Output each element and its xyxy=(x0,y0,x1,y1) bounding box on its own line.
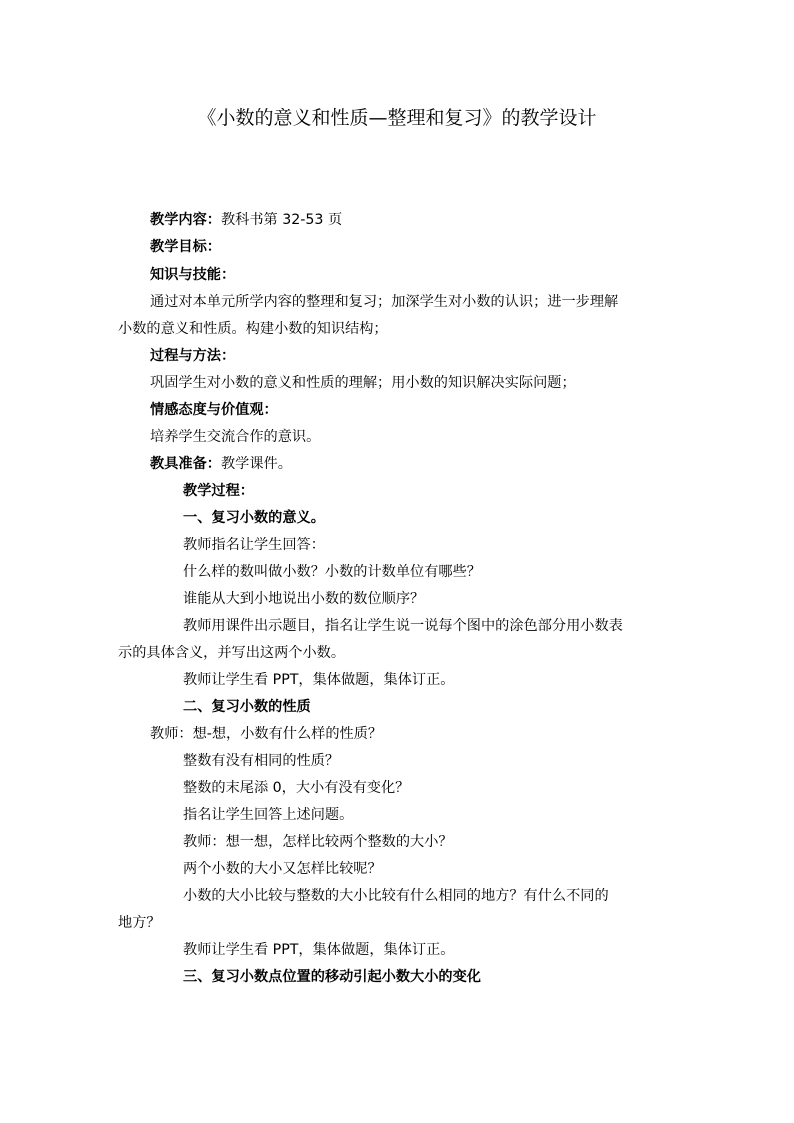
paragraph-line: 谁能从大到小地说出小数的数位顺序？ xyxy=(183,591,425,607)
prep-line xyxy=(150,455,292,473)
procedure-heading: 教学过程： xyxy=(183,483,254,499)
paragraph-line: 教师：想一想，怎样比较两个整数的大小？ xyxy=(183,834,453,850)
knowledge-heading: 知识与技能： xyxy=(150,267,236,283)
document-title: 《小数的意义和性质—整理和复习》的教学设计 xyxy=(197,107,597,129)
section-heading: 二、复习小数的性质 xyxy=(183,699,311,715)
attitude-text: 培养学生交流合作的意识。 xyxy=(150,429,321,445)
prep-value: 教学课件。 xyxy=(220,456,292,472)
goal-heading: 教学目标： xyxy=(150,239,221,255)
section-heading: 一、复习小数的意义。 xyxy=(183,510,325,526)
paragraph-line: 示的具体含义，并写出这两个小数。 xyxy=(118,645,346,661)
process-text: 巩固学生对小数的意义和性质的理解；用小数的知识解决实际问题； xyxy=(150,375,576,391)
process-heading: 过程与方法： xyxy=(150,348,236,364)
paragraph-line: 教师用课件出示题目，指名让学生说一说每个图中的涂色部分用小数表 xyxy=(183,618,623,634)
paragraph-line: 教师指名让学生回答： xyxy=(183,537,325,553)
paragraph-line: 小数的大小比较与整数的大小比较有什么相同的地方？有什么不同的 xyxy=(183,888,609,904)
paragraph-line: 什么样的数叫做小数？小数的计数单位有哪些？ xyxy=(183,564,481,580)
knowledge-text-line: 小数的意义和性质。构建小数的知识结构； xyxy=(118,321,388,337)
paragraph-line: 整数有没有相同的性质？ xyxy=(183,753,340,769)
paragraph-line: 地方？ xyxy=(118,915,161,931)
paragraph-line: 教师让学生看 PPT，集体做题，集体订正。 xyxy=(183,672,455,688)
prep-label: 教具准备： xyxy=(150,456,221,472)
paragraph-line: 教师让学生看 PPT，集体做题，集体订正。 xyxy=(183,942,455,958)
content-value: 教科书第 32-53 页 xyxy=(220,212,343,228)
section-heading: 三、复习小数点位置的移动引起小数大小的变化 xyxy=(183,969,481,985)
paragraph-line: 教师：想-想，小数有什么样的性质？ xyxy=(150,726,383,742)
paragraph-line: 指名让学生回答上述问题。 xyxy=(183,807,354,823)
content-label: 教学内容： xyxy=(150,212,221,228)
paragraph-line: 两个小数的大小又怎样比较呢？ xyxy=(183,861,382,877)
knowledge-text-line: 通过对本单元所学内容的整理和复习；加深学生对小数的认识；进一步理解 xyxy=(150,294,619,310)
content-line xyxy=(150,211,342,229)
attitude-heading: 情感态度与价值观： xyxy=(150,402,278,418)
paragraph-line: 整数的末尾添 0，大小有没有变化？ xyxy=(183,780,410,796)
